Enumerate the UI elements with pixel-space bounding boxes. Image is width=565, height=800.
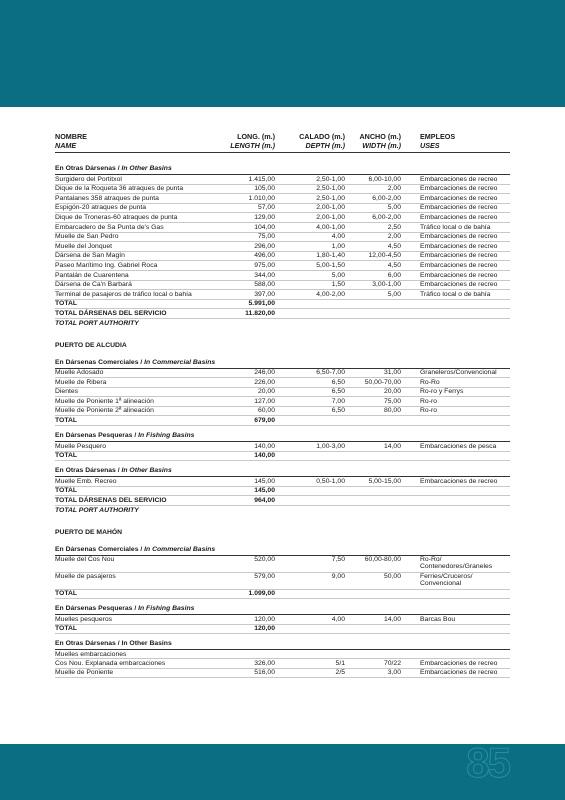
table-row: [55, 388, 510, 398]
berth-length: 1.415,00: [248, 175, 275, 183]
berth-length: 104,00: [254, 223, 275, 231]
berth-use: Embarcaciones de recreo: [420, 233, 498, 241]
berth-name: Terminal de pasajeros de tráfico local o bahía: [55, 290, 192, 298]
basins-total-row: TOTAL DÁRSENAS DEL SERVICIO 11.820,00: [55, 309, 510, 319]
berth-name: Dique de Troneras-60 atraques de punta: [55, 213, 178, 221]
berth-depth: 9,00: [331, 573, 345, 581]
berth-depth: 2,50-1,00: [316, 194, 345, 202]
berth-name: Dársena de Ca'n Barbará: [55, 281, 132, 289]
berth-name: Muelle de pasajeros: [55, 573, 116, 581]
berth-length: 127,00: [254, 397, 275, 405]
berth-name: Paseo Marítimo Ing. Gabriel Roca: [55, 261, 158, 269]
berth-length: 105,00: [254, 185, 275, 193]
berth-width: 60,00-80,00: [364, 556, 401, 564]
berth-depth: 1,50: [331, 281, 345, 289]
berth-depth: 4,00: [331, 233, 345, 241]
berth-width: 6,00-2,00: [372, 213, 401, 221]
berth-use: Embarcaciones de recreo: [420, 281, 498, 289]
berth-width: 6,00: [387, 271, 401, 279]
berth-use: Tráfico local o de bahía: [420, 290, 491, 298]
berth-width: 6,00-2,00: [372, 194, 401, 202]
berth-name: Dique de la Roqueta 36 atraques de punta: [55, 185, 184, 193]
berth-name: Muelle del Jonquet: [55, 242, 113, 250]
header-uses-en: USES: [420, 141, 440, 150]
berth-use: Ro-Ro: [420, 378, 440, 386]
table-row: [55, 242, 510, 252]
berth-name: Surgidero del Portitxol: [55, 175, 122, 183]
berth-name: Dientes: [55, 388, 79, 396]
port-title: PUERTO DE ALCUDIA: [55, 341, 127, 349]
berth-width: 50,00-70,00: [364, 378, 401, 386]
section-rows: [55, 614, 510, 634]
berth-use: Embarcaciones de recreo: [420, 252, 498, 260]
section-rows: [55, 555, 510, 600]
berth-length: 20,00: [257, 388, 275, 396]
berth-use: Embarcaciones de recreo: [420, 271, 498, 279]
section-rows: [55, 174, 510, 328]
table-row: [55, 213, 510, 223]
berth-name: Muelle de Poniente 2ª alineación: [55, 407, 154, 415]
berth-use: Ro-Ro/ Contenedores/Graneles: [420, 556, 493, 571]
berth-use: Embarcaciones de recreo: [420, 659, 498, 667]
header-depth-en: DEPTH (m.): [305, 141, 345, 150]
berth-name: Muelle de Poniente: [55, 669, 114, 677]
berth-depth: 1,00-3,00: [316, 442, 345, 450]
berth-width: 20,00: [383, 388, 401, 396]
berth-width: 2,50: [387, 223, 401, 231]
total-row: TOTAL 140,00: [55, 452, 510, 462]
table-row: [55, 261, 510, 271]
berth-use: Embarcaciones de recreo: [420, 242, 498, 250]
berth-length: 579,00: [254, 573, 275, 581]
berth-length: 145,00: [254, 477, 275, 485]
top-color-band: [0, 0, 565, 107]
table-row: [55, 204, 510, 214]
table-row: [55, 378, 510, 388]
section-title: En Dársenas Pesqueras / In Fishing Basins: [55, 605, 195, 613]
table-row: [55, 573, 510, 590]
berth-depth: 4,00: [331, 615, 345, 623]
berth-use: Ferries/Cruceros/ Convencional: [420, 573, 473, 588]
section-title: En Otras Dársenas / In Other Basins: [55, 467, 172, 475]
berth-name: Muelle Adosado: [55, 369, 104, 377]
berth-use: Ro-ro: [420, 397, 437, 405]
table-row: [55, 290, 510, 300]
berth-depth: 7,50: [331, 556, 345, 564]
basins-total-row: TOTAL DÁRSENAS DEL SERVICIO 964,00: [55, 496, 510, 506]
berth-name: Pantalán de Cuarentena: [55, 271, 129, 279]
berth-name: Muelle Pesquero: [55, 442, 107, 450]
table-row: [55, 252, 510, 262]
berth-name: Muelle de San Pedro: [55, 233, 119, 241]
table-row: [55, 669, 510, 679]
berth-name: Muelles pesqueros: [55, 615, 113, 623]
table-row: [55, 185, 510, 195]
berth-depth: 2/5: [335, 669, 345, 677]
berth-width: 2,00: [387, 233, 401, 241]
berth-length: 975,00: [254, 261, 275, 269]
header-length-en: LENGTH (m.): [230, 141, 275, 150]
berth-use: Tráfico local o de bahía: [420, 223, 491, 231]
berth-width: 3,00-1,00: [372, 281, 401, 289]
berth-width: 5,00: [387, 204, 401, 212]
berth-use: Embarcaciones de recreo: [420, 185, 498, 193]
table-row: [55, 194, 510, 204]
berth-width: 14,00: [383, 615, 401, 623]
berth-length: 520,00: [254, 556, 275, 564]
berth-depth: 1,00: [331, 242, 345, 250]
berth-use: Embarcaciones de recreo: [420, 204, 498, 212]
berth-depth: 4,00-2,00: [316, 290, 345, 298]
berth-length: 588,00: [254, 281, 275, 289]
berth-name: Muelle Emb. Recreo: [55, 477, 117, 485]
berth-use: Embarcaciones de recreo: [420, 194, 498, 202]
berth-length: 226,00: [254, 378, 275, 386]
berth-depth: 6,50: [331, 407, 345, 415]
berth-width: 4,50: [387, 242, 401, 250]
section-rows: [55, 476, 510, 514]
berth-depth: 6,50: [331, 388, 345, 396]
berth-length: 326,00: [254, 659, 275, 667]
berth-depth: 2,00-1,00: [316, 213, 345, 221]
subheading-row: Muelles embarcaciones: [55, 650, 510, 659]
header-length: LONG. (m.): [237, 132, 275, 141]
port-authority-row: TOTAL PORT AUTHORITY: [55, 506, 139, 514]
berth-length: 397,00: [254, 290, 275, 298]
section-title: En Otras Dársenas / In Other Basins: [55, 640, 172, 648]
header-width-en: WIDTH (m.): [362, 141, 401, 150]
port-authority-row: TOTAL PORT AUTHORITY: [55, 319, 139, 327]
header-depth: CALADO (m.): [299, 132, 345, 141]
berth-use: Barcas Bou: [420, 615, 456, 623]
berth-use: Graneleros/Convencional: [420, 369, 497, 377]
total-row: TOTAL 120,00: [55, 625, 510, 635]
berth-length: 344,00: [254, 271, 275, 279]
berth-depth: 2,50-1,00: [316, 185, 345, 193]
berth-use: Embarcaciones de recreo: [420, 669, 498, 677]
berth-depth: 5,00-1,50: [316, 261, 345, 269]
berth-depth: 5,00: [331, 271, 345, 279]
berth-width: 80,00: [383, 407, 401, 415]
total-row: TOTAL 145,00: [55, 487, 510, 497]
berth-width: 31,00: [383, 369, 401, 377]
table-row: [55, 556, 510, 573]
berth-width: 6,00-10,00: [368, 175, 401, 183]
berth-use: Embarcaciones de recreo: [420, 213, 498, 221]
berth-depth: 2,50-1,00: [316, 175, 345, 183]
berth-use: Ro-ro: [420, 407, 437, 415]
berth-use: Embarcaciones de recreo: [420, 261, 498, 269]
berth-name: Pantalanes 358 atraques de punta: [55, 194, 159, 202]
berth-length: 246,00: [254, 369, 275, 377]
berth-name: Muelle de Poniente 1ª alineación: [55, 397, 154, 405]
berth-length: 75,00: [257, 233, 275, 241]
table-row: [55, 223, 510, 233]
berth-depth: 0,50-1,00: [316, 477, 345, 485]
berth-width: 75,00: [383, 397, 401, 405]
table-row: [55, 369, 510, 379]
berth-width: 12,00-4,50: [368, 252, 401, 260]
table-row: [55, 233, 510, 243]
berth-depth: 7,00: [331, 397, 345, 405]
section-rows: [55, 368, 510, 427]
table-row: [55, 442, 510, 452]
total-row: TOTAL 679,00: [55, 416, 510, 426]
berth-length: 120,00: [254, 615, 275, 623]
berth-length: 496,00: [254, 252, 275, 260]
berth-length: 57,00: [257, 204, 275, 212]
header-uses: EMPLEOS: [420, 132, 456, 141]
berth-length: 129,00: [254, 213, 275, 221]
port-title: PUERTO DE MAHÓN: [55, 528, 123, 536]
section-rows: [55, 649, 510, 678]
section-title: En Dársenas Pesqueras / In Fishing Basins: [55, 432, 195, 440]
berth-depth: 4,00-1,00: [316, 223, 345, 231]
berth-use: Embarcaciones de pesca: [420, 442, 497, 450]
table-row: [55, 407, 510, 417]
berth-width: 4,50: [387, 261, 401, 269]
berth-name: Muelle de Ribera: [55, 378, 107, 386]
table-row: [55, 659, 510, 669]
table-row: [55, 477, 510, 487]
section-title: En Otras Dársenas / In Other Basins: [55, 165, 172, 172]
table-header: [55, 133, 510, 152]
berth-use: Embarcaciones de recreo: [420, 175, 498, 183]
berth-name: Espigón-20 atraques de punta: [55, 204, 147, 212]
berth-length: 296,00: [254, 242, 275, 250]
berth-use: Embarcaciones de recreo: [420, 477, 498, 485]
berth-depth: 5/1: [335, 659, 345, 667]
table-row: [55, 281, 510, 291]
header-rule: [55, 152, 510, 153]
berth-depth: 6,50-7,00: [316, 369, 345, 377]
berth-length: 1.010,00: [248, 194, 275, 202]
berth-use: Ro-ro y Ferrys: [420, 388, 464, 396]
berth-depth: 6,50: [331, 378, 345, 386]
berth-width: 5,00: [387, 290, 401, 298]
berth-length: 140,00: [254, 442, 275, 450]
table-row: [55, 397, 510, 407]
berth-length: 60,00: [257, 407, 275, 415]
section-title: En Dársenas Comerciales / In Commercial Basins: [55, 545, 216, 553]
header-name-en: NAME: [55, 141, 77, 150]
page-number: 85: [466, 739, 509, 786]
berth-length: 516,00: [254, 669, 275, 677]
header-width: ANCHO (m.): [359, 132, 401, 141]
header-name: NOMBRE: [55, 132, 87, 141]
berth-width: 50,00: [383, 573, 401, 581]
total-row: TOTAL 1.099,00: [55, 590, 510, 600]
berth-depth: 1,80-1,40: [316, 252, 345, 260]
total-row: TOTAL 5.991,00: [55, 300, 510, 310]
berth-width: 2,00: [387, 185, 401, 193]
berth-name: Muelle del Cos Nou: [55, 556, 115, 564]
section-title: En Dársenas Comerciales / In Commercial Basins: [55, 358, 216, 366]
port-berths-table: [55, 133, 510, 678]
berth-width: 70/22: [383, 659, 401, 667]
berth-depth: 2,00-1,00: [316, 204, 345, 212]
table-row: [55, 175, 510, 185]
table-row: [55, 615, 510, 625]
table-row: [55, 271, 510, 281]
berth-name: Dársena de San Magín: [55, 252, 125, 260]
berth-name: Embarcadero de Sa Punta de's Gas: [55, 223, 164, 231]
berth-width: 3,00: [387, 669, 401, 677]
berth-name: Cos Nou. Explanada embarcaciones: [55, 659, 166, 667]
section-rows: [55, 441, 510, 461]
berth-width: 14,00: [383, 442, 401, 450]
berth-width: 5,00-15,00: [368, 477, 401, 485]
